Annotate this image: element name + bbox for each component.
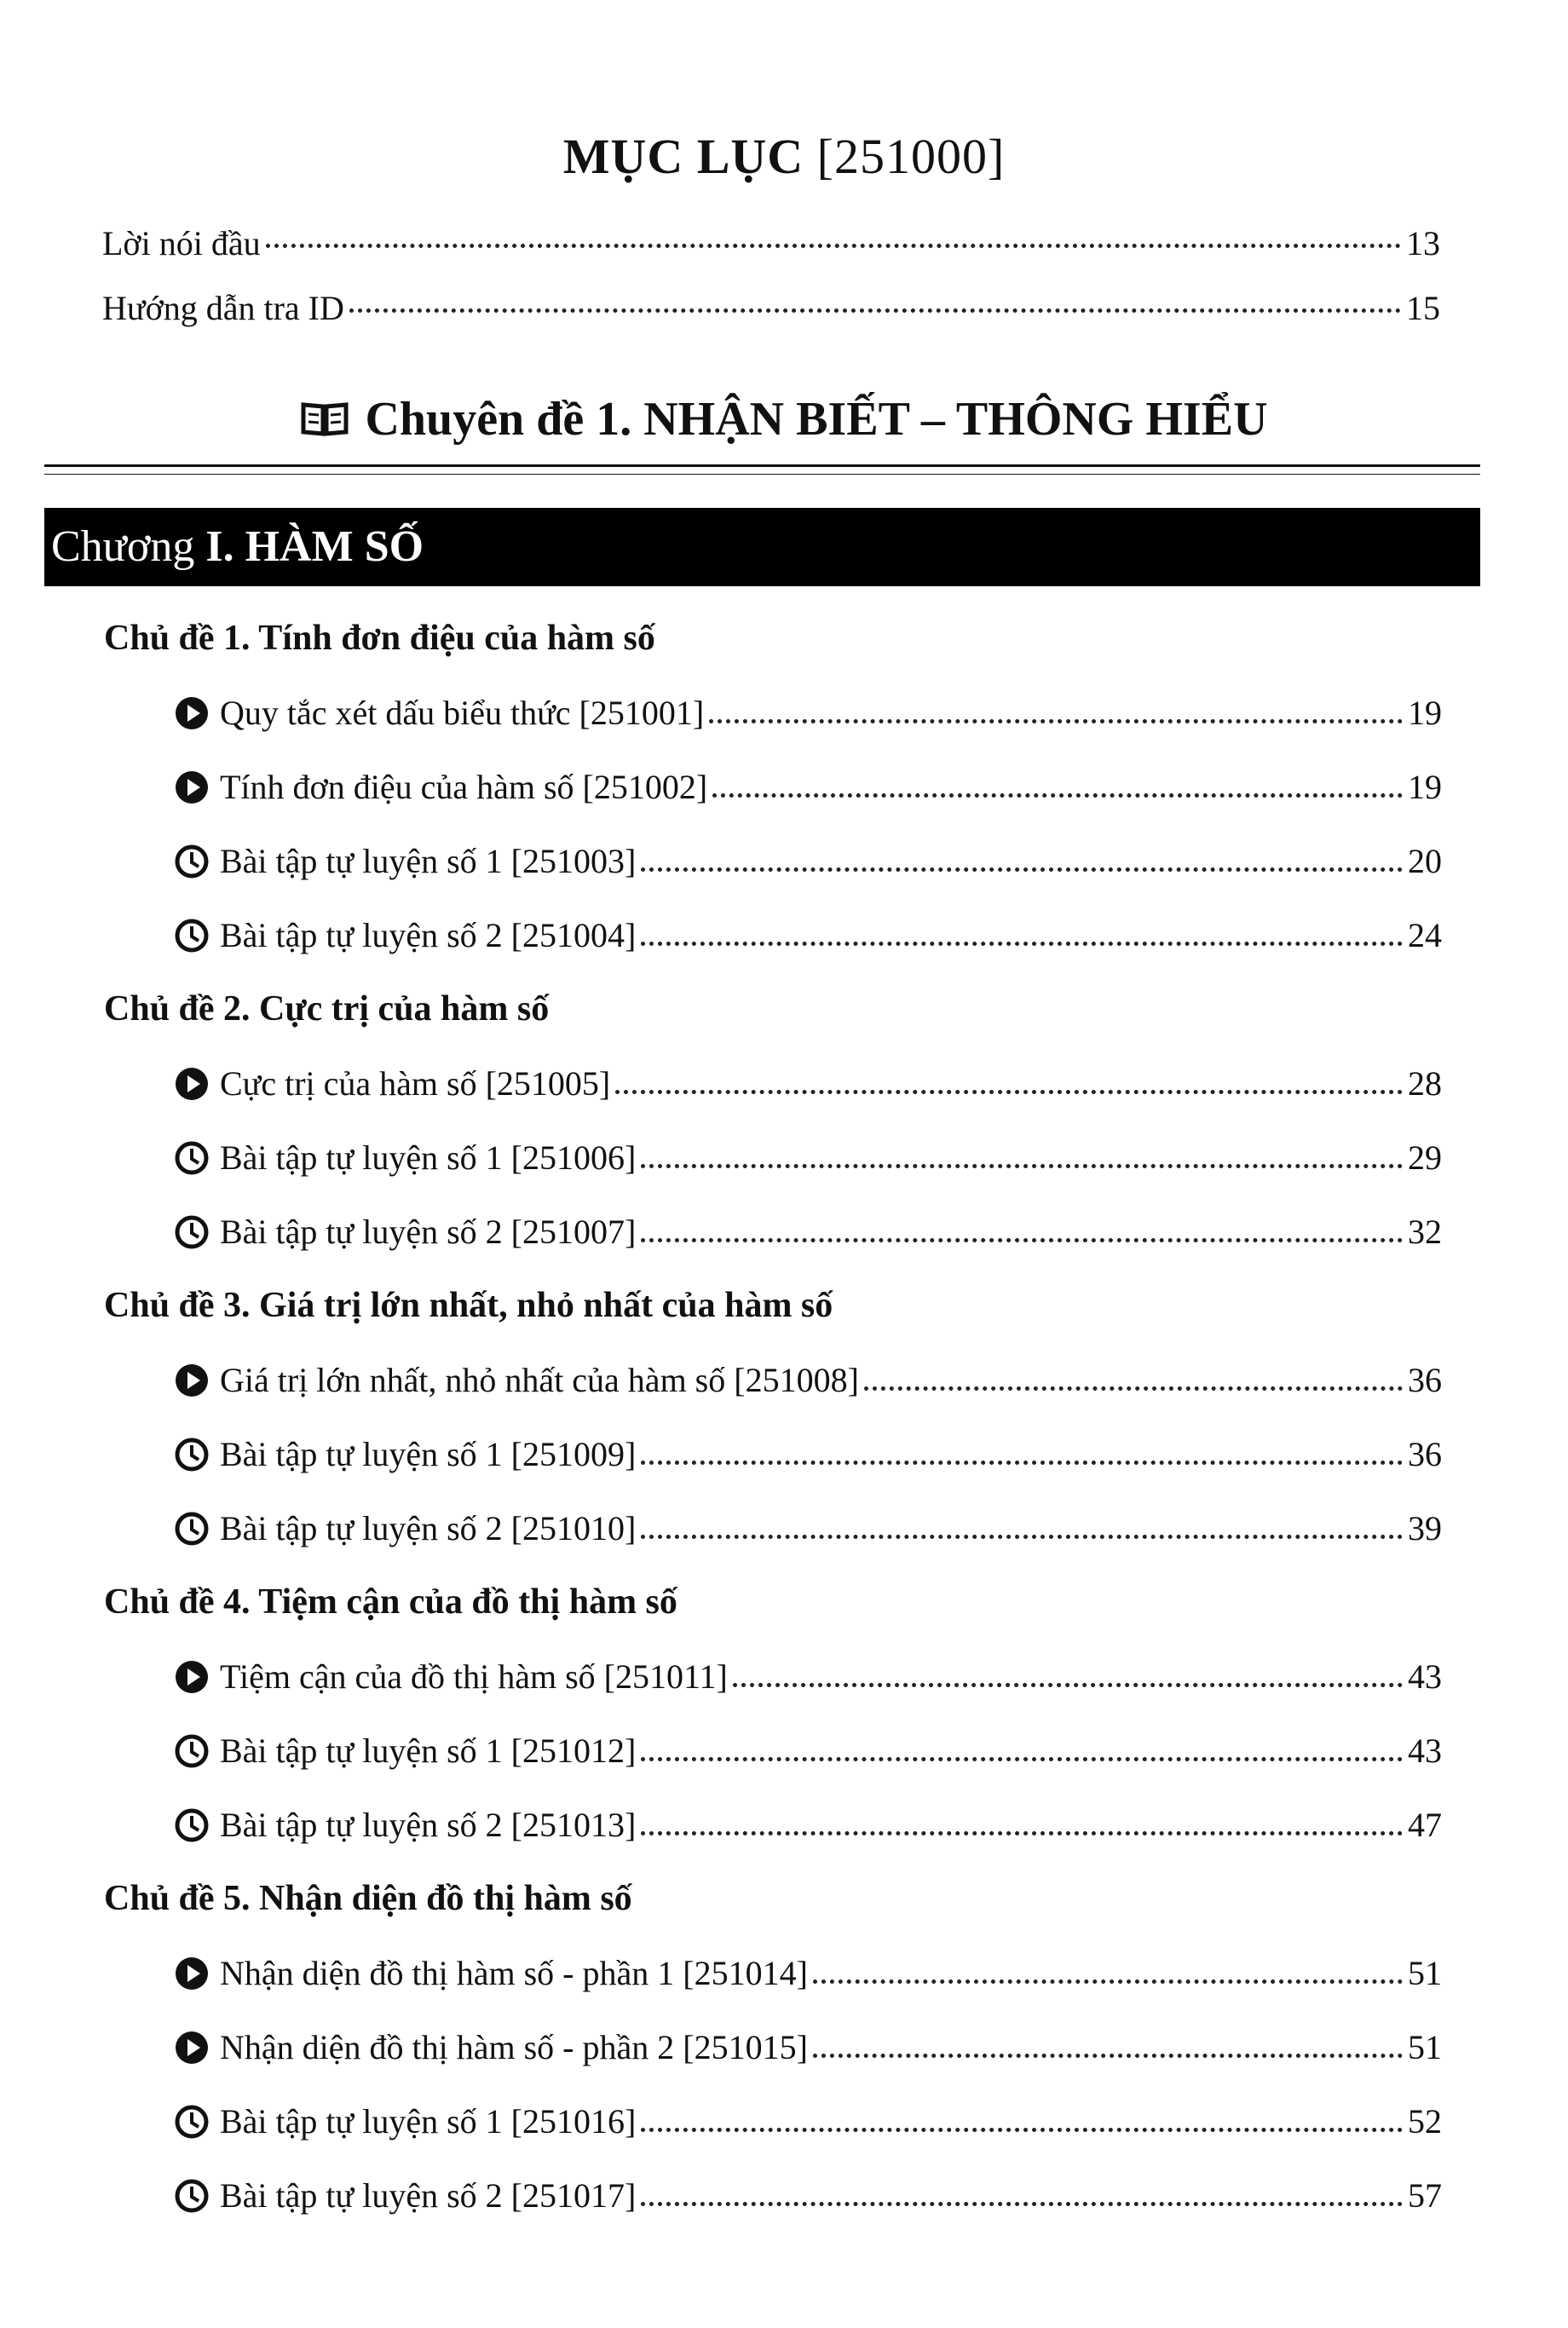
page-number: 51 xyxy=(1408,2028,1442,2066)
leader-dots xyxy=(615,1090,1403,1094)
page-number: 15 xyxy=(1406,289,1440,327)
clock-icon xyxy=(174,2104,210,2140)
leader-dots xyxy=(641,1164,1403,1168)
leader-dots xyxy=(641,1831,1403,1835)
toc-entry[interactable] xyxy=(104,2158,1442,2233)
toc-entry[interactable] xyxy=(104,1121,1442,1195)
toc-entry[interactable] xyxy=(104,824,1442,898)
page-number: 13 xyxy=(1406,224,1440,262)
entry-label: Bài tập tự luyện số 1 [251006] xyxy=(220,1138,637,1177)
entry-label: Bài tập tự luyện số 1 [251016] xyxy=(220,2102,637,2141)
intro-row[interactable] xyxy=(102,288,1440,353)
topic-heading[interactable]: Chủ đề 5. Nhận diện đồ thị hàm số xyxy=(104,1879,632,1918)
entry-label: Bài tập tự luyện số 1 [251012] xyxy=(220,1732,637,1770)
page-number: 32 xyxy=(1408,1213,1442,1251)
toc-entry[interactable] xyxy=(104,1046,1442,1121)
toc-entry[interactable] xyxy=(104,2084,1442,2158)
leader-dots xyxy=(641,1238,1403,1242)
entry-label: Nhận diện đồ thị hàm số - phần 1 [251014] xyxy=(220,1954,808,1992)
page-number: 29 xyxy=(1408,1138,1442,1177)
clock-icon xyxy=(174,1807,210,1843)
toc-entry[interactable] xyxy=(104,1491,1442,1565)
topic-heading[interactable]: Chủ đề 1. Tính đơn điệu của hàm số xyxy=(104,619,655,658)
play-icon xyxy=(174,769,210,805)
chapter-title: I. HÀM SỐ xyxy=(205,522,424,571)
play-icon xyxy=(174,1659,210,1695)
leader-dots xyxy=(712,793,1403,798)
topic-heading[interactable]: Chủ đề 3. Giá trị lớn nhất, nhỏ nhất của hàm số xyxy=(104,1286,833,1325)
toc-entry[interactable] xyxy=(104,676,1442,750)
leader-dots xyxy=(733,1683,1403,1687)
play-icon xyxy=(174,1066,210,1102)
intro-label: Hướng dẫn tra ID xyxy=(102,289,344,327)
page-number: 36 xyxy=(1408,1435,1442,1473)
intro-list xyxy=(102,223,1440,353)
page-number: 19 xyxy=(1408,694,1442,732)
clock-icon xyxy=(174,1437,210,1472)
leader-dots xyxy=(641,2202,1403,2206)
page-number: 51 xyxy=(1408,1954,1442,1992)
toc-entry[interactable] xyxy=(104,898,1442,972)
page-number: 43 xyxy=(1408,1657,1442,1696)
leader-dots xyxy=(641,1757,1403,1761)
clock-icon xyxy=(174,2178,210,2214)
topic-heading[interactable]: Chủ đề 2. Cực trị của hàm số xyxy=(104,989,550,1029)
entry-label: Bài tập tự luyện số 2 [251004] xyxy=(220,916,637,954)
page-number: 47 xyxy=(1408,1806,1442,1844)
entry-label: Bài tập tự luyện số 2 [251007] xyxy=(220,1213,637,1251)
chuyen-de-text: Chuyên đề 1. NHẬN BIẾT – THÔNG HIỂU xyxy=(365,393,1268,446)
leader-dots xyxy=(641,942,1403,946)
entry-label: Nhận diện đồ thị hàm số - phần 2 [251015] xyxy=(220,2028,808,2066)
leader-dots xyxy=(864,1386,1403,1391)
page-number: 24 xyxy=(1408,916,1442,954)
page-number: 20 xyxy=(1408,842,1442,880)
clock-icon xyxy=(174,1140,210,1176)
toc-entry[interactable] xyxy=(104,1417,1442,1491)
clock-icon xyxy=(174,918,210,954)
entry-label: Bài tập tự luyện số 2 [251017] xyxy=(220,2176,637,2215)
chuyen-de-heading xyxy=(0,392,1568,451)
intro-label: Lời nói đầu xyxy=(102,224,261,262)
play-icon xyxy=(174,1956,210,1991)
play-icon xyxy=(174,1363,210,1398)
leader-dots xyxy=(709,719,1403,723)
leader-dots xyxy=(641,867,1403,872)
clock-icon xyxy=(174,1214,210,1250)
entry-label: Cực trị của hàm số [251005] xyxy=(220,1064,611,1103)
toc-entry[interactable] xyxy=(104,1714,1442,1788)
toc-entry[interactable] xyxy=(104,2010,1442,2084)
leader-dots xyxy=(641,1461,1403,1465)
entry-label: Tiệm cận của đồ thị hàm số [251011] xyxy=(220,1657,728,1696)
chapter-banner xyxy=(44,508,1480,586)
leader-dots xyxy=(266,244,1401,248)
topic-heading[interactable]: Chủ đề 4. Tiệm cận của đồ thị hàm số xyxy=(104,1582,677,1622)
divider xyxy=(44,474,1480,475)
toc-list xyxy=(104,602,1442,2233)
intro-row[interactable] xyxy=(102,223,1440,288)
toc-entry[interactable] xyxy=(104,1343,1442,1417)
entry-label: Quy tắc xét dấu biểu thức [251001] xyxy=(220,694,705,732)
entry-label: Bài tập tự luyện số 2 [251013] xyxy=(220,1806,637,1844)
entry-label: Bài tập tự luyện số 1 [251009] xyxy=(220,1435,637,1473)
leader-dots xyxy=(641,1535,1403,1539)
toc-entry[interactable] xyxy=(104,1195,1442,1269)
clock-icon xyxy=(174,1511,210,1547)
entry-label: Giá trị lớn nhất, nhỏ nhất của hàm số [251008] xyxy=(220,1361,859,1399)
toc-entry[interactable] xyxy=(104,750,1442,824)
leader-dots xyxy=(641,2128,1403,2132)
title-text: MỤC LỤC xyxy=(562,129,804,184)
play-icon xyxy=(174,695,210,731)
toc-entry[interactable] xyxy=(104,1936,1442,2010)
title-code: [251000] xyxy=(816,129,1006,184)
page-number: 52 xyxy=(1408,2102,1442,2141)
play-icon xyxy=(174,2030,210,2066)
page-number: 57 xyxy=(1408,2176,1442,2215)
entry-label: Bài tập tự luyện số 1 [251003] xyxy=(220,842,637,880)
leader-dots xyxy=(813,2054,1403,2058)
toc-entry[interactable] xyxy=(104,1788,1442,1862)
chapter-prefix: Chương xyxy=(51,522,195,571)
leader-dots xyxy=(813,1979,1403,1984)
divider xyxy=(44,464,1480,467)
book-icon xyxy=(300,396,349,451)
clock-icon xyxy=(174,1733,210,1769)
clock-icon xyxy=(174,844,210,879)
page-title xyxy=(0,128,1568,185)
page-number: 43 xyxy=(1408,1732,1442,1770)
page-number: 39 xyxy=(1408,1509,1442,1547)
entry-label: Bài tập tự luyện số 2 [251010] xyxy=(220,1509,637,1547)
entry-label: Tính đơn điệu của hàm số [251002] xyxy=(220,768,708,806)
page-number: 28 xyxy=(1408,1064,1442,1103)
page-number: 19 xyxy=(1408,768,1442,806)
leader-dots xyxy=(349,308,1401,313)
page-number: 36 xyxy=(1408,1361,1442,1399)
toc-entry[interactable] xyxy=(104,1639,1442,1714)
